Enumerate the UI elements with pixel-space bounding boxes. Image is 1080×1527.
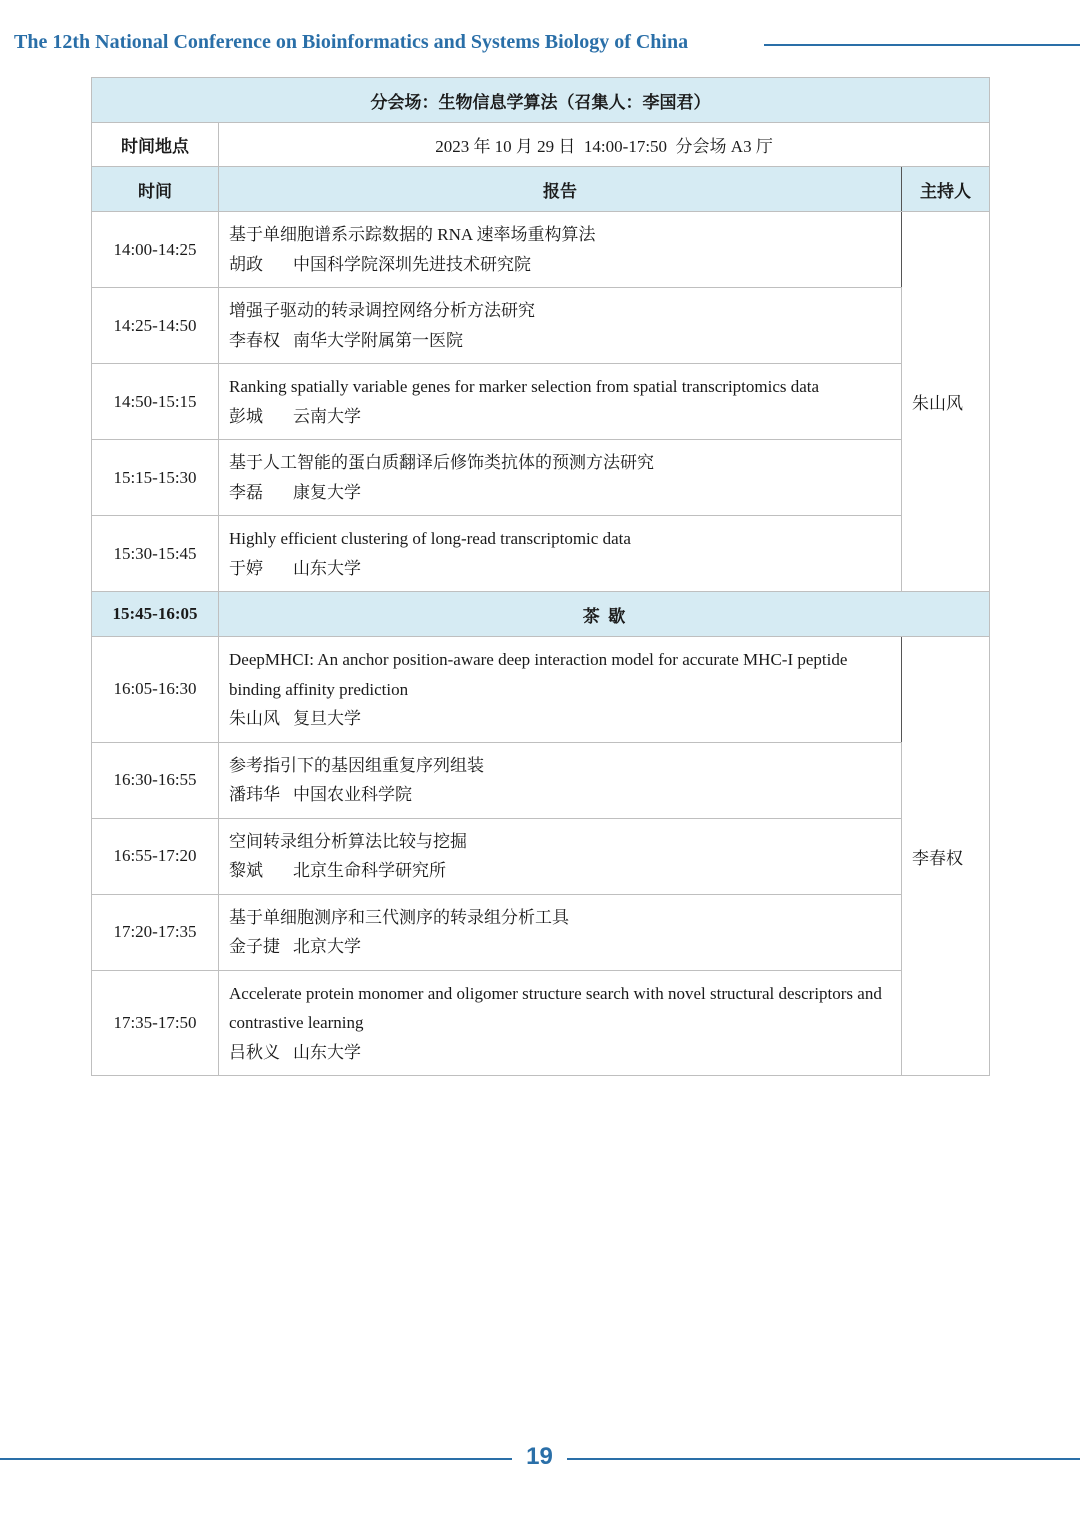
- speaker-line: [229, 326, 891, 356]
- row-time: 16:30-16:55: [92, 742, 219, 818]
- speaker-name: 朱山风: [229, 709, 280, 728]
- speaker-affiliation: 复旦大学: [293, 709, 361, 728]
- row-time: 17:20-17:35: [92, 894, 219, 970]
- speaker-name: 李磊: [229, 482, 263, 502]
- talk-title: DeepMHCI: An anchor position-aware deep interaction model for accurate MHC-I peptide binding affinity prediction: [229, 650, 848, 699]
- speaker-affiliation: 山东大学: [293, 558, 361, 578]
- col-header-time: 时间: [92, 167, 219, 212]
- column-header-row: [92, 167, 990, 212]
- speaker-line: [229, 856, 891, 886]
- footer-rule-right: [567, 1458, 1080, 1460]
- speaker-line: [229, 250, 891, 280]
- speaker-line: [229, 402, 891, 432]
- talk-title: 增强子驱动的转录调控网络分析方法研究: [229, 301, 535, 320]
- table-row: [92, 440, 990, 516]
- break-label: 茶 歇: [219, 592, 990, 637]
- talk-title: 参考指引下的基因组重复序列组装: [229, 755, 484, 775]
- header-rule: [764, 44, 1080, 46]
- talk-cell: [219, 894, 902, 970]
- speaker-line: [229, 478, 891, 508]
- talk-cell: [219, 440, 902, 516]
- host-name: 李春权: [902, 637, 990, 1076]
- table-row: [92, 818, 990, 894]
- speaker-name: 胡政: [229, 254, 263, 274]
- speaker-name: 金子捷: [229, 937, 280, 956]
- speaker-line: [229, 780, 891, 810]
- talk-cell: [219, 364, 902, 440]
- footer-rule-left: [0, 1458, 512, 1460]
- table-row: [92, 742, 990, 818]
- talk-title: 空间转录组分析算法比较与挖掘: [229, 831, 467, 851]
- talk-cell: [219, 970, 902, 1076]
- time-place-label: 时间地点: [92, 123, 219, 167]
- speaker-name: 潘玮华: [229, 785, 280, 804]
- talk-cell: [219, 818, 902, 894]
- speaker-affiliation: 康复大学: [293, 482, 361, 502]
- speaker-name: 吕秋义: [229, 1042, 280, 1062]
- time-place-row: [92, 123, 990, 167]
- table-row: [92, 288, 990, 364]
- speaker-affiliation: 云南大学: [293, 406, 361, 426]
- talk-title: 基于单细胞测序和三代测序的转录组分析工具: [229, 907, 569, 927]
- row-time: 14:25-14:50: [92, 288, 219, 364]
- row-time: 14:50-15:15: [92, 364, 219, 440]
- speaker-affiliation: 南华大学附属第一医院: [293, 330, 463, 350]
- speaker-line: [229, 932, 891, 962]
- col-header-report: 报告: [219, 167, 902, 212]
- speaker-name: 黎斌: [229, 861, 263, 880]
- host-name: 朱山风: [902, 212, 990, 592]
- table-row: [92, 894, 990, 970]
- row-time: 16:05-16:30: [92, 637, 219, 743]
- row-time: 17:35-17:50: [92, 970, 219, 1076]
- row-time: 16:55-17:20: [92, 818, 219, 894]
- page-number: 19: [526, 1443, 553, 1470]
- col-header-host: 主持人: [902, 167, 990, 212]
- session-schedule-table: [91, 77, 990, 1076]
- talk-title: Highly efficient clustering of long-read transcriptomic data: [229, 529, 631, 548]
- talk-title: 基于人工智能的蛋白质翻译后修饰类抗体的预测方法研究: [229, 453, 654, 472]
- break-row: [92, 592, 990, 637]
- talk-title: 基于单细胞谱系示踪数据的 RNA 速率场重构算法: [229, 225, 596, 244]
- table-row: [92, 970, 990, 1076]
- talk-cell: [219, 516, 902, 592]
- session-title: 分会场：生物信息学算法（召集人：李国君）: [92, 78, 990, 123]
- speaker-name: 于婷: [229, 558, 263, 578]
- talk-cell: [219, 212, 902, 288]
- speaker-name: 彭城: [229, 406, 263, 426]
- speaker-affiliation: 中国农业科学院: [293, 785, 412, 804]
- row-time: 15:15-15:30: [92, 440, 219, 516]
- talk-title: Ranking spatially variable genes for marker selection from spatial transcriptomics data: [229, 377, 820, 396]
- table-row: [92, 516, 990, 592]
- talk-cell: [219, 288, 902, 364]
- speaker-line: [229, 1038, 891, 1068]
- speaker-line: [229, 704, 891, 734]
- speaker-affiliation: 北京大学: [293, 937, 361, 956]
- table-row: [92, 637, 990, 743]
- table-row: [92, 212, 990, 288]
- talk-cell: [219, 742, 902, 818]
- row-time: 15:30-15:45: [92, 516, 219, 592]
- speaker-affiliation: 中国科学院深圳先进技术研究院: [293, 254, 531, 274]
- speaker-affiliation: 山东大学: [293, 1042, 361, 1062]
- table-row: [92, 364, 990, 440]
- talk-title: Accelerate protein monomer and oligomer structure search with novel structural descriptors and contrastive learning: [229, 983, 882, 1032]
- break-time: 15:45-16:05: [92, 592, 219, 637]
- speaker-name: 李春权: [229, 330, 280, 350]
- time-place-value: 2023 年 10 月 29 日 14:00-17:50 分会场 A3 厅: [219, 123, 990, 167]
- row-time: 14:00-14:25: [92, 212, 219, 288]
- session-title-row: [92, 78, 990, 123]
- conference-title: The 12th National Conference on Bioinformatics and Systems Biology of China: [14, 31, 689, 53]
- speaker-line: [229, 554, 891, 584]
- speaker-affiliation: 北京生命科学研究所: [293, 861, 446, 880]
- talk-cell: [219, 637, 902, 743]
